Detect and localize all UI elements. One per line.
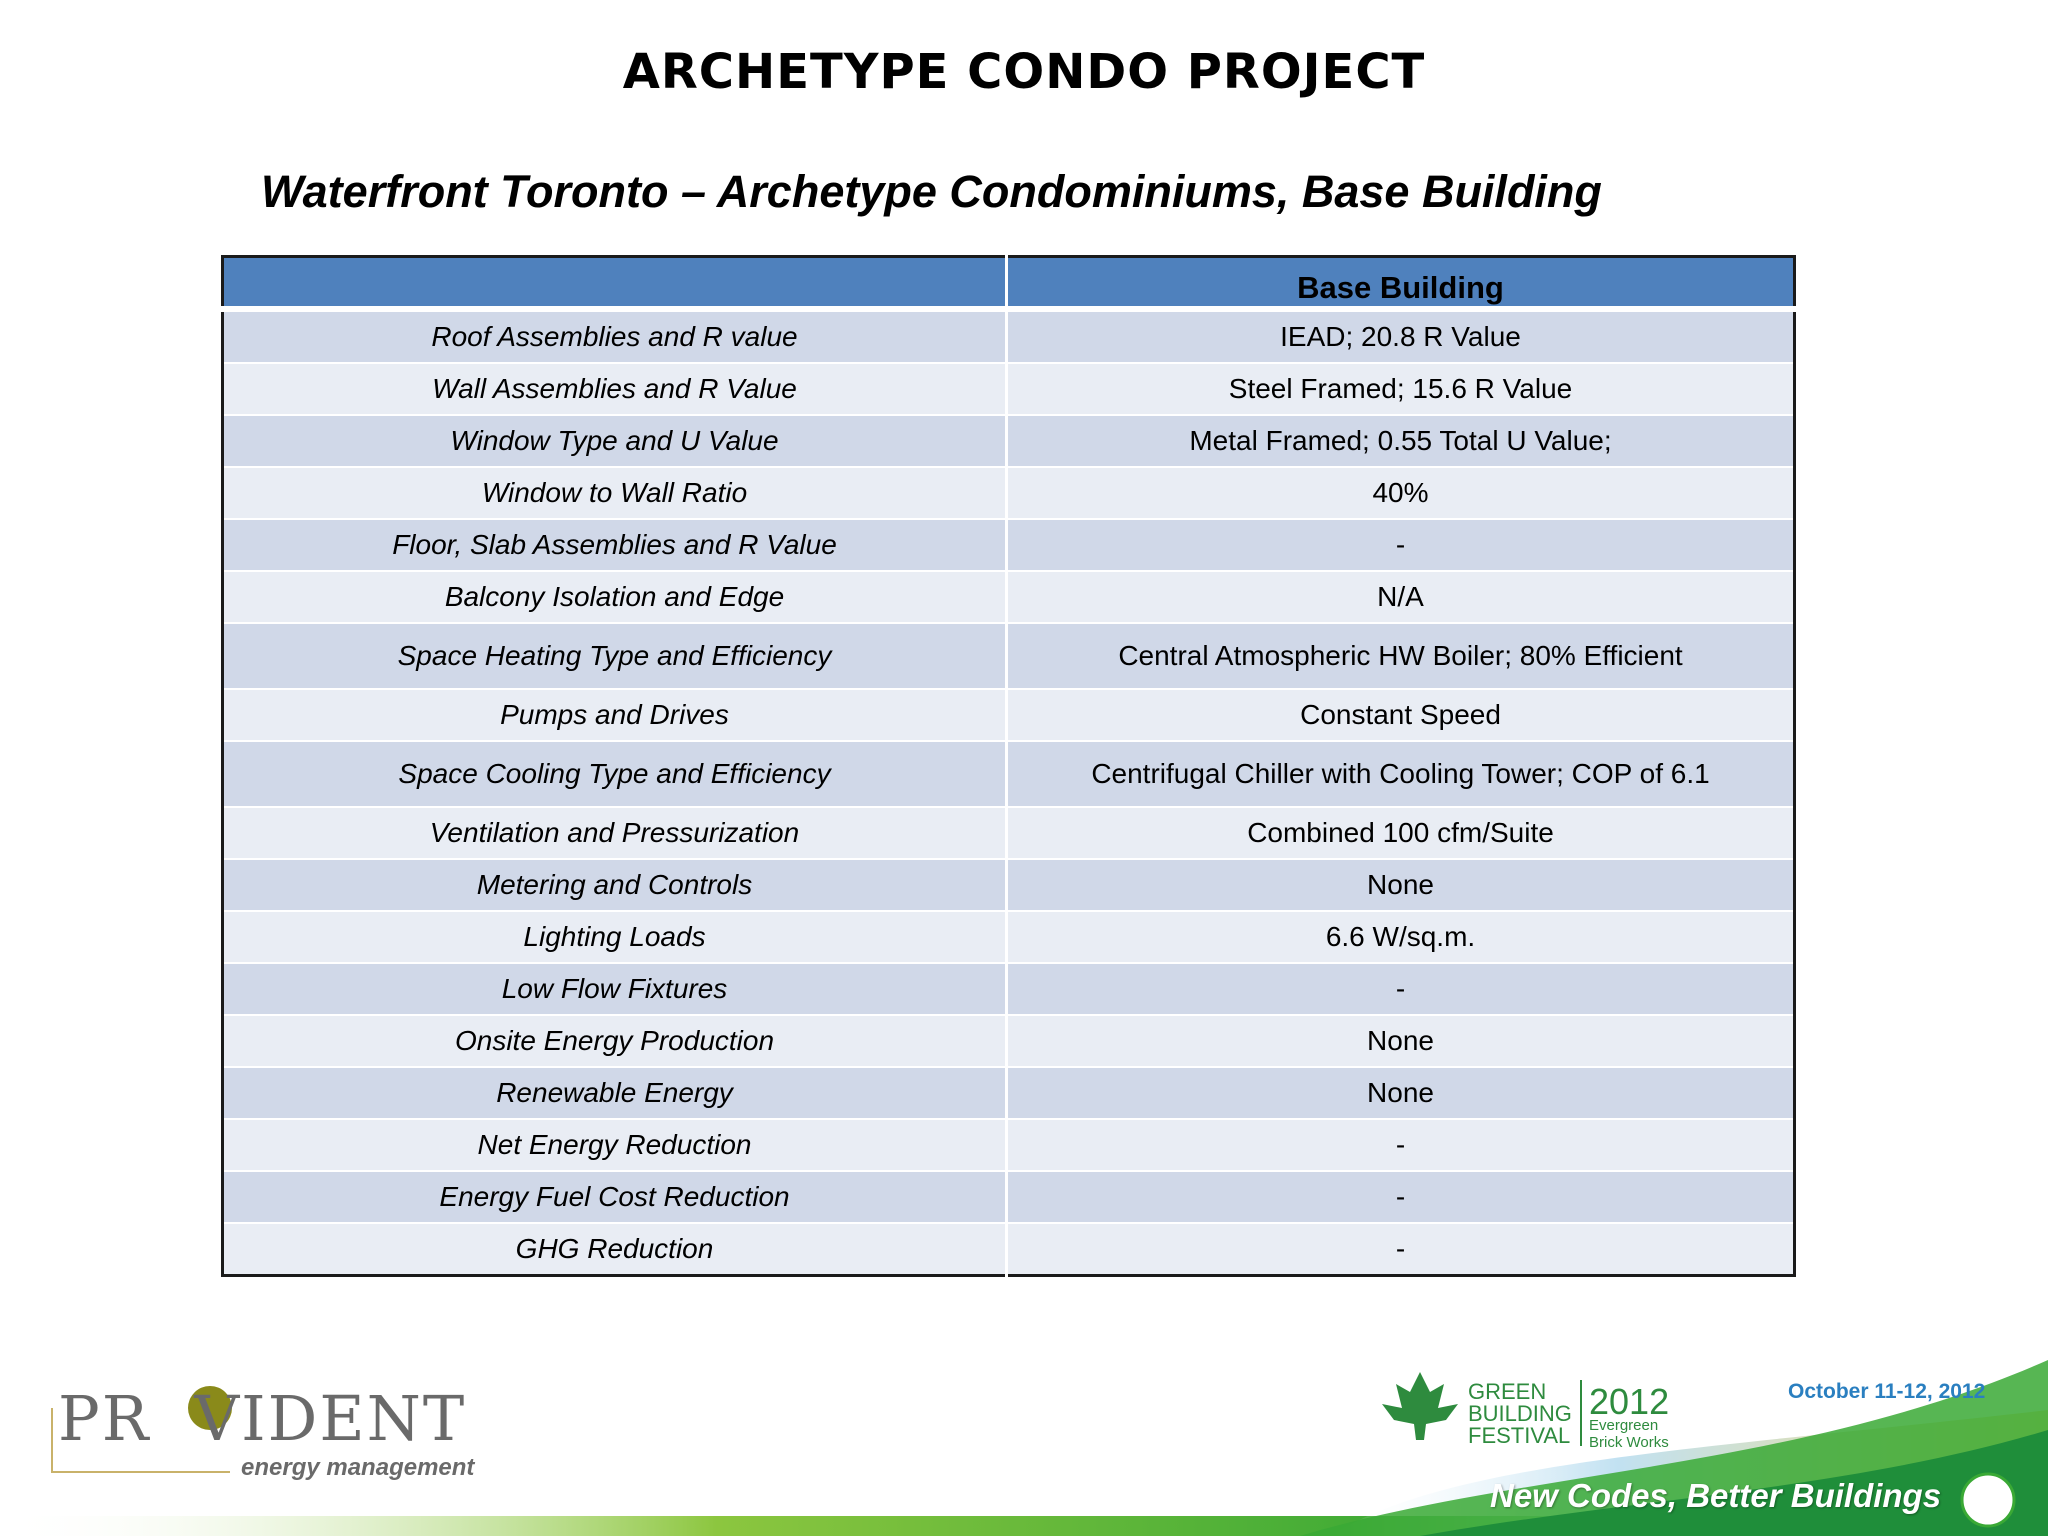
row-label: Metering and Controls xyxy=(223,859,1007,911)
table-row xyxy=(223,911,1795,963)
slide-title: ARCHETYPE CONDO PROJECT xyxy=(622,44,1426,100)
row-label: Net Energy Reduction xyxy=(223,1119,1007,1171)
row-label: Wall Assemblies and R Value xyxy=(223,363,1007,415)
table-row xyxy=(223,1223,1795,1276)
row-value: - xyxy=(1007,1223,1795,1276)
table-header-row xyxy=(223,257,1795,310)
row-label: Space Heating Type and Efficiency xyxy=(223,623,1007,689)
row-value: - xyxy=(1007,1119,1795,1171)
table-row xyxy=(223,415,1795,467)
row-value: - xyxy=(1007,963,1795,1015)
table-row xyxy=(223,689,1795,741)
row-label: Window Type and U Value xyxy=(223,415,1007,467)
header-cell-base-building: Base Building xyxy=(1007,257,1795,310)
table-row xyxy=(223,467,1795,519)
table-row xyxy=(223,363,1795,415)
row-label: Lighting Loads xyxy=(223,911,1007,963)
row-value: N/A xyxy=(1007,571,1795,623)
header-cell-blank xyxy=(223,257,1007,310)
table-row xyxy=(223,807,1795,859)
row-value: None xyxy=(1007,1015,1795,1067)
row-label: Window to Wall Ratio xyxy=(223,467,1007,519)
maple-leaf-icon xyxy=(1382,1372,1458,1440)
provident-tagline: energy management xyxy=(241,1454,475,1481)
table-row xyxy=(223,571,1795,623)
row-label: Ventilation and Pressurization xyxy=(223,807,1007,859)
row-value: IEAD; 20.8 R Value xyxy=(1007,309,1795,363)
row-label: Onsite Energy Production xyxy=(223,1015,1007,1067)
table-row xyxy=(223,1067,1795,1119)
table-row xyxy=(223,1119,1795,1171)
festival-tagline: New Codes, Better Buildings xyxy=(1490,1477,1942,1514)
row-label: Renewable Energy xyxy=(223,1067,1007,1119)
row-label: Low Flow Fixtures xyxy=(223,963,1007,1015)
table-row xyxy=(223,1015,1795,1067)
row-value: Steel Framed; 15.6 R Value xyxy=(1007,363,1795,415)
row-value: Central Atmospheric HW Boiler; 80% Efficient xyxy=(1007,623,1795,689)
sbc-badge-icon xyxy=(1962,1474,2014,1526)
row-label: Balcony Isolation and Edge xyxy=(223,571,1007,623)
row-value: - xyxy=(1007,1171,1795,1223)
table-row xyxy=(223,1171,1795,1223)
row-value: 6.6 W/sq.m. xyxy=(1007,911,1795,963)
table-row xyxy=(223,309,1795,363)
row-value: - xyxy=(1007,519,1795,571)
table-row xyxy=(223,741,1795,807)
row-value: None xyxy=(1007,859,1795,911)
festival-venue: Evergreen Brick Works xyxy=(1589,1417,1669,1451)
slide-subtitle: Waterfront Toronto – Archetype Condominiums, Base Building xyxy=(261,166,1602,217)
row-value: Centrifugal Chiller with Cooling Tower; COP of 6.1 xyxy=(1007,741,1795,807)
table-row xyxy=(223,963,1795,1015)
row-label: Energy Fuel Cost Reduction xyxy=(223,1171,1007,1223)
row-value: Constant Speed xyxy=(1007,689,1795,741)
row-value: None xyxy=(1007,1067,1795,1119)
table-row xyxy=(223,623,1795,689)
festival-name: GREEN BUILDING FESTIVAL xyxy=(1468,1379,1572,1448)
festival-date: October 11-12, 2012 xyxy=(1788,1380,1986,1403)
row-value: Combined 100 cfm/Suite xyxy=(1007,807,1795,859)
table-row xyxy=(223,519,1795,571)
row-label: Space Cooling Type and Efficiency xyxy=(223,741,1007,807)
row-value: Metal Framed; 0.55 Total U Value; xyxy=(1007,415,1795,467)
building-spec-table xyxy=(221,255,1796,1277)
festival-year: 2012 xyxy=(1589,1381,1670,1422)
festival-divider xyxy=(1580,1380,1582,1446)
row-label: Floor, Slab Assemblies and R Value xyxy=(223,519,1007,571)
row-label: Pumps and Drives xyxy=(223,689,1007,741)
provident-logo: PR VIDENT xyxy=(58,1382,467,1455)
row-label: Roof Assemblies and R value xyxy=(223,309,1007,363)
row-value: 40% xyxy=(1007,467,1795,519)
table-row xyxy=(223,859,1795,911)
row-label: GHG Reduction xyxy=(223,1223,1007,1276)
